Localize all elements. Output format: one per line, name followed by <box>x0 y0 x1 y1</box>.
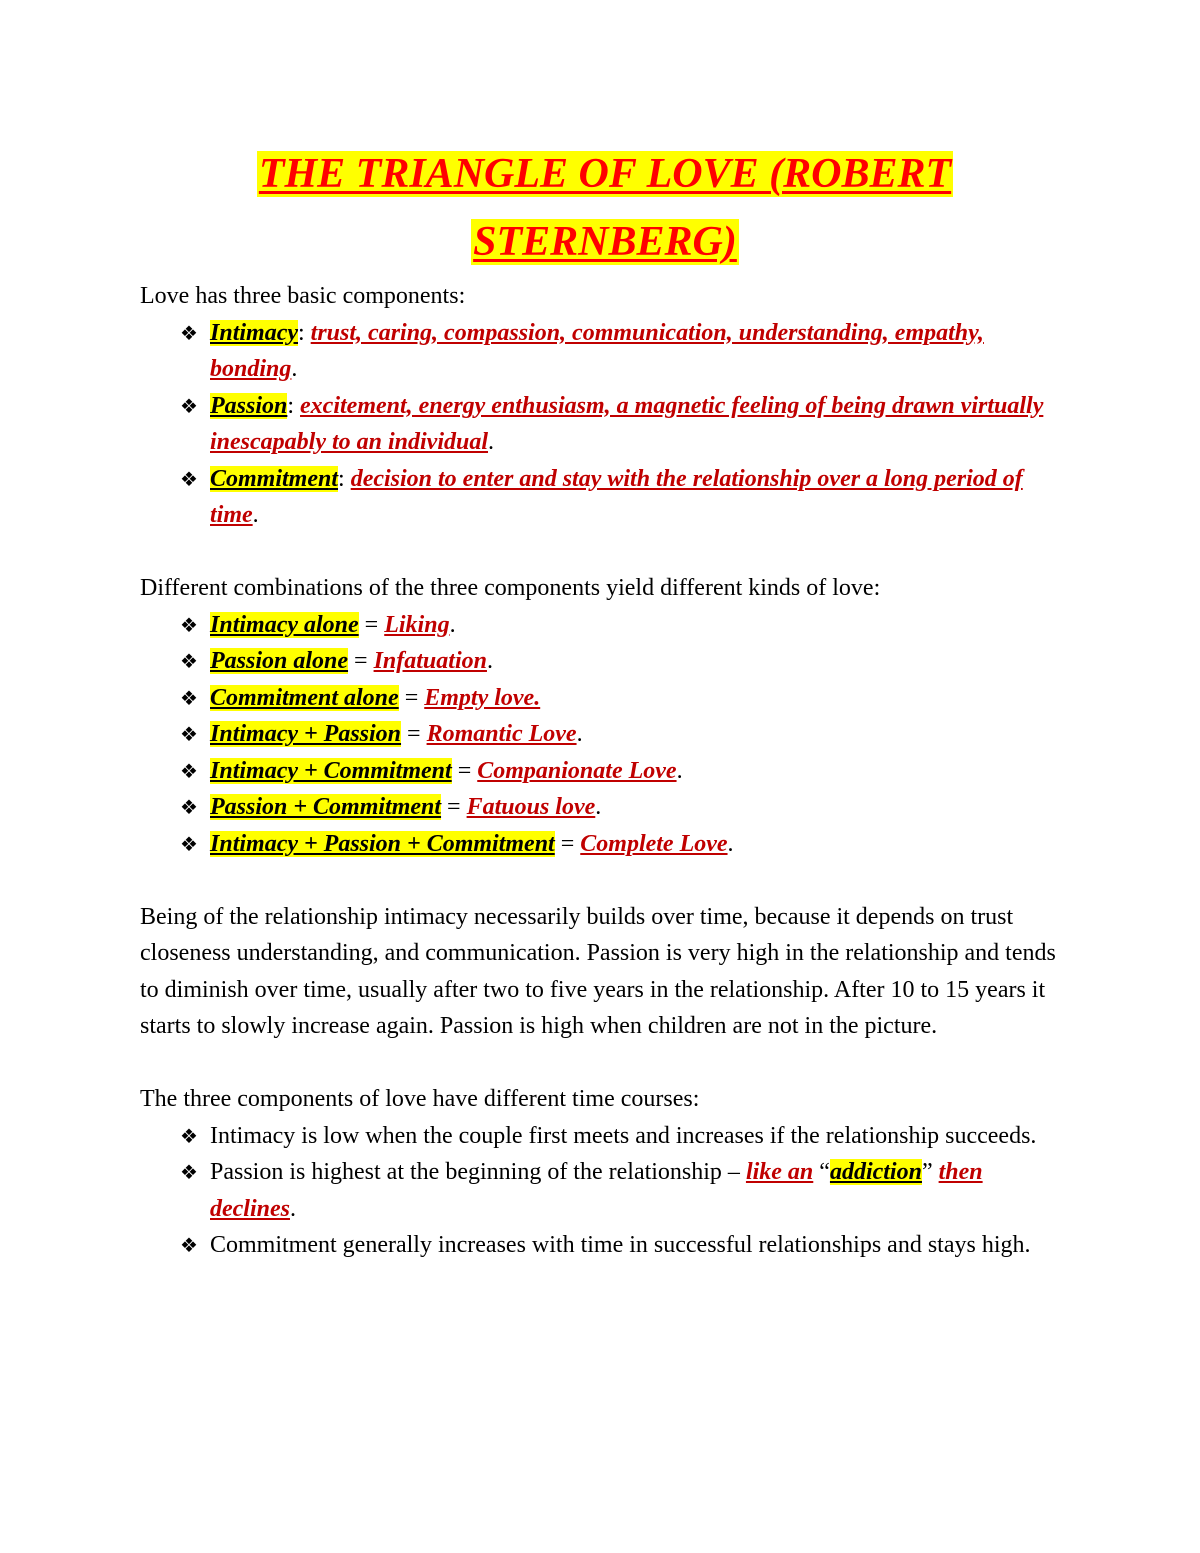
intro-text: Love has three basic components: <box>140 283 466 309</box>
commitment-time-course: Commitment generally increases with time in successful relationships and stays high. <box>210 1232 1031 1258</box>
intimacy-time-course: Intimacy is low when the couple first meets and increases if the relationship succeeds. <box>210 1122 1037 1149</box>
document-title <box>140 140 1070 276</box>
component-term: Intimacy <box>210 319 298 346</box>
separator: : <box>287 392 301 419</box>
list-item <box>180 461 1070 534</box>
title-line-2: STERNBERG) <box>473 219 737 265</box>
component-description: excitement, energy enthusiasm, a magnetic feeling of being drawn virtually inescapably to an individual <box>210 392 1044 455</box>
love-type: Romantic Love <box>426 721 577 747</box>
list-item <box>180 716 1070 753</box>
diamond-bullet-icon: ❖ <box>180 758 198 783</box>
separator: : <box>298 319 311 346</box>
list-item <box>180 315 1070 388</box>
diamond-bullet-icon: ❖ <box>180 685 198 710</box>
time-courses-intro-text: The three components of love have different time courses: <box>140 1086 700 1112</box>
combination-term: Intimacy + Passion <box>210 721 402 747</box>
equals-sign: = <box>398 684 425 711</box>
spacer <box>140 862 1070 899</box>
combination-term: Intimacy alone <box>210 611 359 638</box>
diamond-bullet-icon: ❖ <box>180 722 198 746</box>
open-quote: “ <box>813 1159 830 1185</box>
combination-term: Passion alone <box>210 648 349 674</box>
component-term: Passion <box>210 392 288 419</box>
combinations-list <box>140 607 1070 863</box>
diamond-bullet-icon: ❖ <box>180 393 198 418</box>
diamond-bullet-icon: ❖ <box>180 831 198 856</box>
list-item <box>180 607 1070 644</box>
love-type: Complete Love <box>580 830 728 857</box>
equals-sign: = <box>451 757 478 784</box>
component-description: trust, caring, compassion, communication, understanding, empathy, bonding <box>210 319 984 382</box>
combinations-intro-text: Different combinations of the three components yield different kinds of love: <box>140 575 881 601</box>
separator: : <box>338 465 351 492</box>
spacer <box>140 534 1070 571</box>
diamond-bullet-icon: ❖ <box>180 795 198 819</box>
combination-term: Intimacy + Commitment <box>210 757 452 784</box>
title-line-1: THE TRIANGLE OF LOVE (ROBERT <box>258 151 952 197</box>
list-item <box>180 1227 1070 1264</box>
punctuation: . <box>449 611 456 638</box>
time-courses-list <box>140 1118 1070 1264</box>
list-item <box>180 680 1070 717</box>
punctuation: . <box>291 356 298 382</box>
list-item <box>180 388 1070 461</box>
diamond-bullet-icon: ❖ <box>180 649 198 673</box>
punctuation: . <box>727 830 734 857</box>
combination-term: Passion + Commitment <box>210 794 442 820</box>
punctuation: . <box>289 1195 296 1222</box>
love-type: Infatuation <box>373 648 487 674</box>
body-paragraph: Being of the relationship intimacy necessarily builds over time, because it depends on trust closeness understanding, and communication. Passion is very high in the relationship and tends to diminish over time, usually after two to five years in the relationship. After 10 to 15 years it starts to slowly increase again. Passion is high when children are not in the picture. <box>140 903 1056 1039</box>
combination-term: Commitment alone <box>210 684 399 711</box>
equals-sign: = <box>401 721 427 747</box>
diamond-bullet-icon: ❖ <box>180 1123 198 1148</box>
punctuation: . <box>576 721 583 747</box>
diamond-bullet-icon: ❖ <box>180 466 198 491</box>
component-description: decision to enter and stay with the relationship over a long period of time <box>210 465 1023 528</box>
list-item <box>180 826 1070 863</box>
combination-term: Intimacy + Passion + Commitment <box>210 830 555 857</box>
list-item <box>180 643 1070 680</box>
punctuation: . <box>595 794 602 820</box>
close-quote: ” <box>921 1159 939 1185</box>
diamond-bullet-icon: ❖ <box>180 1160 198 1184</box>
then-declines-emphasis: then declines <box>210 1159 983 1222</box>
equals-sign: = <box>348 648 374 674</box>
components-list <box>140 315 1070 534</box>
equals-sign: = <box>358 611 385 638</box>
component-term: Commitment <box>210 465 339 492</box>
list-item <box>180 1154 1070 1227</box>
spacer <box>140 1045 1070 1082</box>
list-item <box>180 1118 1070 1155</box>
love-type: Companionate Love <box>477 757 677 784</box>
love-type: Empty love. <box>424 684 541 711</box>
like-an-emphasis: like an <box>745 1159 814 1185</box>
diamond-bullet-icon: ❖ <box>180 612 198 637</box>
passion-time-course-text: Passion is highest at the beginning of the relationship – <box>210 1159 746 1185</box>
addiction-highlight: addiction <box>829 1159 922 1185</box>
love-type: Liking <box>384 611 450 638</box>
punctuation: . <box>488 429 495 455</box>
equals-sign: = <box>554 830 581 857</box>
list-item <box>180 753 1070 790</box>
diamond-bullet-icon: ❖ <box>180 320 198 345</box>
list-item <box>180 789 1070 826</box>
punctuation: . <box>486 648 493 674</box>
punctuation: . <box>676 757 683 784</box>
diamond-bullet-icon: ❖ <box>180 1233 198 1257</box>
punctuation: . <box>252 502 259 528</box>
equals-sign: = <box>441 794 467 820</box>
love-type: Fatuous love <box>466 794 596 820</box>
